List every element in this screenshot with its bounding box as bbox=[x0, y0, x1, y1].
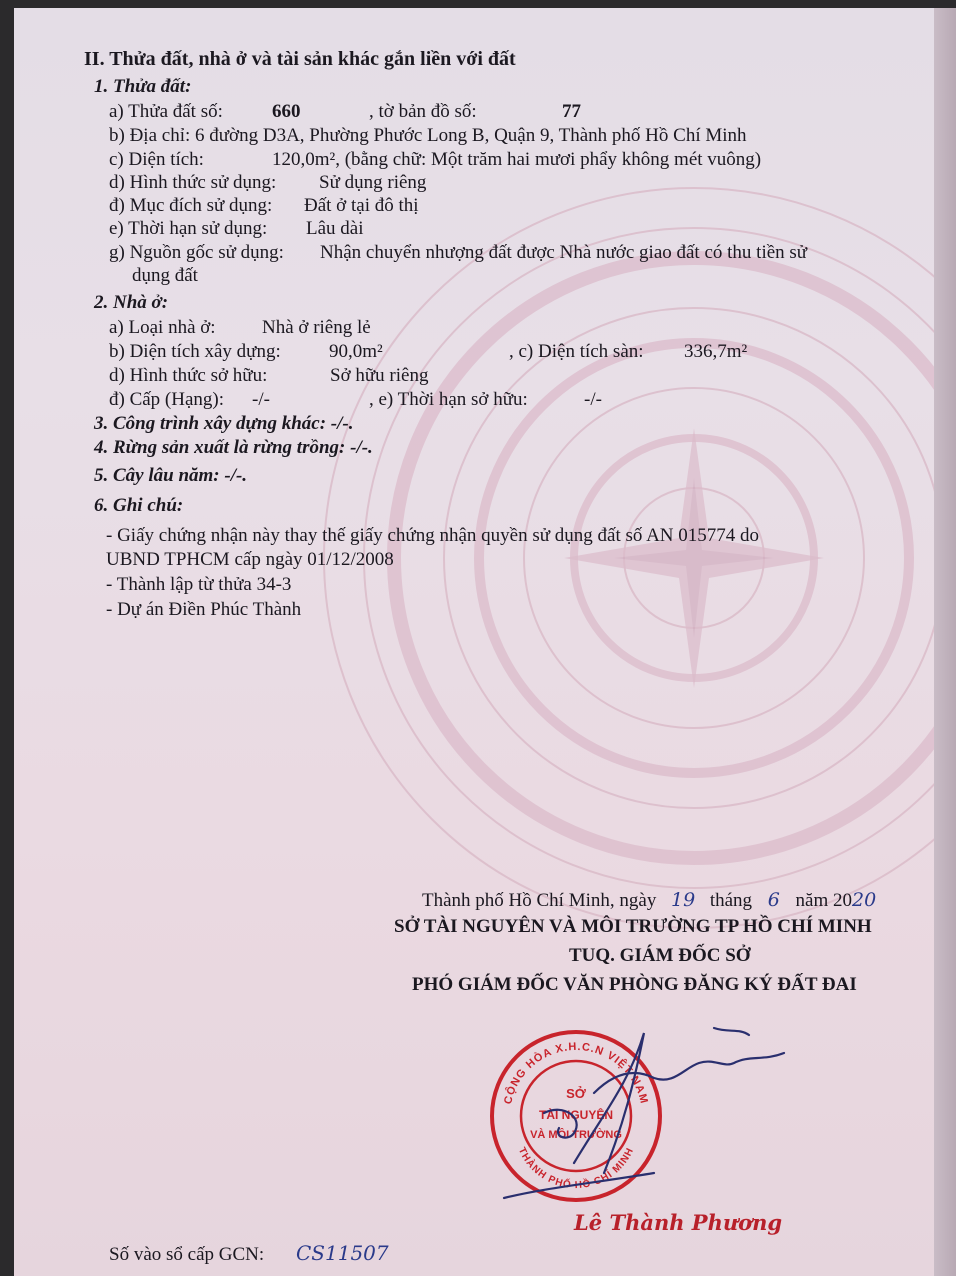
bronze-drum-watermark-icon bbox=[314, 178, 956, 938]
seal-ring-bottom-text: THÀNH PHỐ HỒ CHÍ MINH bbox=[515, 1145, 637, 1192]
parcel-number: 660 bbox=[272, 101, 301, 122]
usage-form-label: d) Hình thức sử dụng: bbox=[109, 172, 277, 193]
authority-line: TUQ. GIÁM ĐỐC SỞ bbox=[569, 945, 751, 966]
registry-label: Số vào sổ cấp GCN: bbox=[109, 1244, 265, 1265]
origin-value-line1: Nhận chuyển nhượng đất được Nhà nước giao đất có thu tiền sử bbox=[320, 242, 808, 263]
area-label: c) Diện tích: bbox=[109, 149, 204, 170]
grade-value: -/- bbox=[252, 389, 270, 410]
registry-number: CS11507 bbox=[296, 1241, 389, 1265]
place-date-line bbox=[422, 889, 876, 912]
parcel-label: a) Thửa đất số: bbox=[109, 101, 223, 122]
purpose-label: đ) Mục đích sử dụng: bbox=[109, 195, 273, 216]
land-heading: 1. Thửa đất: bbox=[94, 76, 192, 97]
other-works: 3. Công trình xây dựng khác: -/-. bbox=[94, 413, 354, 434]
built-area-value: 90,0m² bbox=[329, 341, 383, 362]
ownership-term-value: -/- bbox=[584, 389, 602, 410]
place-date-prefix: Thành phố Hồ Chí Minh, ngày bbox=[422, 890, 657, 911]
handwritten-signature-icon bbox=[484, 1023, 814, 1223]
page-edge bbox=[934, 8, 956, 1276]
map-sheet-number: 77 bbox=[562, 101, 581, 122]
grade-label: đ) Cấp (Hạng): bbox=[109, 389, 225, 410]
year-label: năm 20 bbox=[795, 890, 853, 911]
notes-heading: 6. Ghi chú: bbox=[94, 495, 184, 516]
section-title: II. Thửa đất, nhà ở và tài sản khác gắn liền với đất bbox=[84, 48, 516, 70]
note-line-1: - Giấy chứng nhận này thay thế giấy chứng nhận quyền sử dụng đất số AN 015774 do bbox=[106, 525, 760, 546]
production-forest: 4. Rừng sản xuất là rừng trồng: -/-. bbox=[94, 437, 373, 458]
land-address: b) Địa chỉ: 6 đường D3A, Phường Phước Long B, Quận 9, Thành phố Hồ Chí Minh bbox=[109, 125, 747, 146]
certificate-page bbox=[14, 8, 956, 1276]
issuing-agency: SỞ TÀI NGUYÊN VÀ MÔI TRƯỜNG TP HỒ CHÍ MINH bbox=[394, 916, 872, 937]
ownership-value: Sở hữu riêng bbox=[330, 365, 429, 386]
signer-position: PHÓ GIÁM ĐỐC VĂN PHÒNG ĐĂNG KÝ ĐẤT ĐAI bbox=[412, 974, 857, 995]
map-sheet-label: , tờ bản đồ số: bbox=[369, 101, 477, 122]
floor-area-value: 336,7m² bbox=[684, 341, 748, 362]
house-heading: 2. Nhà ở: bbox=[94, 292, 169, 313]
origin-label: g) Nguồn gốc sử dụng: bbox=[109, 242, 284, 263]
ownership-label: d) Hình thức sở hữu: bbox=[109, 365, 268, 386]
year-suffix: 20 bbox=[852, 889, 877, 911]
seal-center-line1: SỞ bbox=[566, 1086, 586, 1101]
term-value: Lâu dài bbox=[306, 218, 364, 239]
house-type-label: a) Loại nhà ở: bbox=[109, 317, 216, 338]
seal-center-line2: TÀI NGUYÊN bbox=[538, 1108, 614, 1122]
month-label: tháng bbox=[709, 890, 753, 911]
note-line-4: - Dự án Điền Phúc Thành bbox=[106, 599, 302, 620]
ownership-term-label: , e) Thời hạn sở hữu: bbox=[369, 389, 528, 410]
built-area-label: b) Diện tích xây dựng: bbox=[109, 341, 281, 362]
area-value: 120,0m², (bằng chữ: Một trăm hai mươi phẩy không mét vuông) bbox=[272, 149, 762, 170]
term-label: e) Thời hạn sử dụng: bbox=[109, 218, 268, 239]
seal-center-line3: VÀ MÔI TRƯỜNG bbox=[530, 1129, 622, 1141]
note-line-2: UBND TPHCM cấp ngày 01/12/2008 bbox=[106, 549, 394, 570]
month-value: 6 bbox=[767, 889, 780, 911]
day-value: 19 bbox=[670, 889, 696, 911]
perennial-trees: 5. Cây lâu năm: -/-. bbox=[94, 465, 248, 486]
floor-area-label: , c) Diện tích sàn: bbox=[509, 341, 644, 362]
purpose-value: Đất ở tại đô thị bbox=[304, 195, 419, 216]
origin-value-line2: dụng đất bbox=[132, 265, 198, 286]
signer-name: Lê Thành Phương bbox=[574, 1210, 783, 1235]
seal-ring-top-text: CỘNG HÒA X.H.C.N VIỆT NAM bbox=[502, 1040, 650, 1106]
usage-form-value: Sử dụng riêng bbox=[319, 172, 427, 193]
note-line-3: - Thành lập từ thửa 34-3 bbox=[106, 574, 292, 595]
house-type-value: Nhà ở riêng lẻ bbox=[262, 317, 371, 338]
